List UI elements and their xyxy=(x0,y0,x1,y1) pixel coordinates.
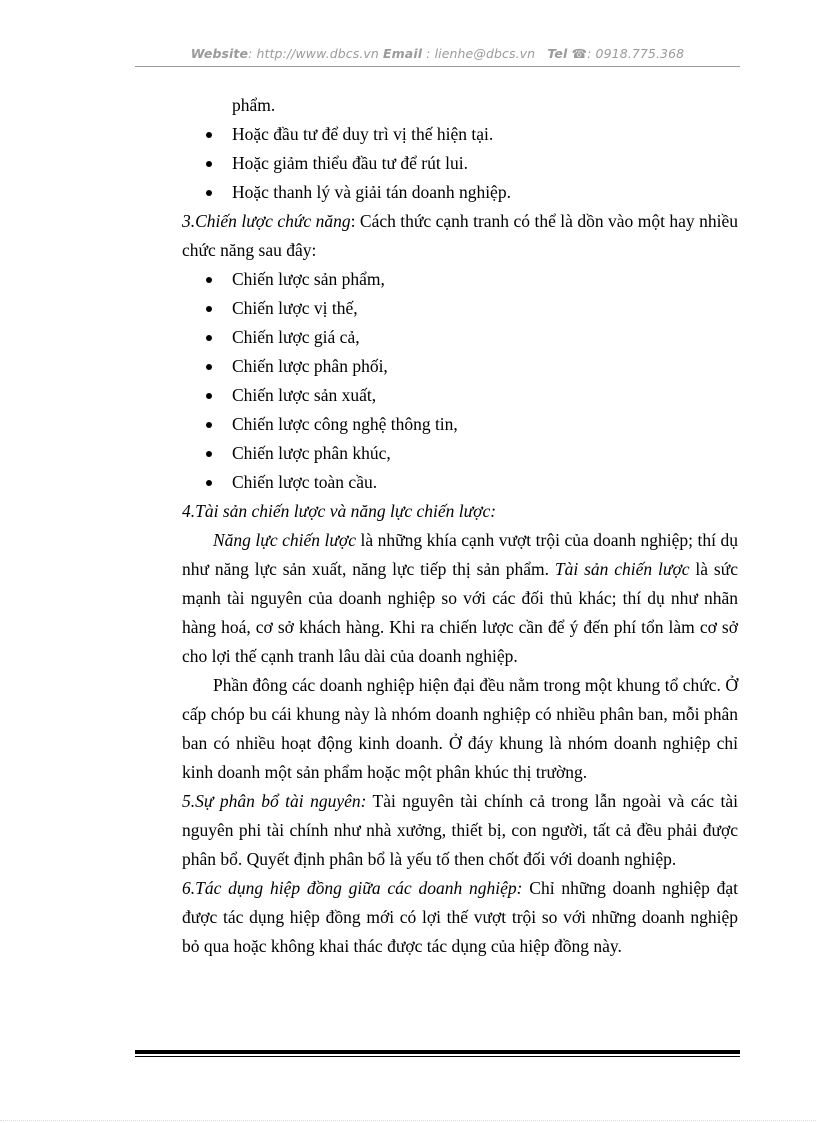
document-body xyxy=(182,91,738,961)
organization-paragraph: Phần đông các doanh nghiệp hiện đại đều nằm trong một khung tổ chức. Ở cấp chóp bu cái khung này là nhóm doanh nghiệp có nhiều phân ban, mỗi phân ban có nhiều hoạt động kinh doanh. Ở đáy khung là nhóm doanh nghiệp chỉ kinh doanh một sản phẩm hoặc một phân khúc thị trường. xyxy=(182,675,738,782)
functional-strategy-list xyxy=(182,265,738,497)
page-header xyxy=(135,46,740,61)
bullet-icon xyxy=(206,190,212,196)
bullet-icon xyxy=(206,364,212,370)
list-item: Chiến lược giá cả, xyxy=(182,323,738,352)
bullet-icon xyxy=(206,393,212,399)
section-3-heading: 3.Chiến lược chức năng xyxy=(182,211,351,231)
tel-value: : 0918.775.368 xyxy=(587,46,685,61)
list-item: Chiến lược sản xuất, xyxy=(182,381,738,410)
page-edge-divider xyxy=(0,1120,816,1121)
continuation-text: phẩm. xyxy=(232,95,276,115)
list-item: Hoặc giảm thiểu đầu tư để rút lui. xyxy=(182,149,738,178)
section-3-paragraph: 3.Chiến lược chức năng: Cách thức cạnh tranh có thể là dồn vào một hay nhiều chức năng sau đây: xyxy=(182,211,738,260)
list-item: Hoặc thanh lý và giải tán doanh nghiệp. xyxy=(182,178,738,207)
list-item: Chiến lược phân khúc, xyxy=(182,439,738,468)
footer-divider-thin xyxy=(135,1056,740,1057)
bullet-icon xyxy=(206,132,212,138)
list-item: Chiến lược phân phối, xyxy=(182,352,738,381)
section-6-paragraph: 6.Tác dụng hiệp đồng giữa các doanh nghiệp: Chỉ những doanh nghiệp đạt được tác dụng hiệp đồng mới có lợi thế vượt trội so với những doanh nghiệp bỏ qua hoặc không khai thác được tác dụng của hiệp đồng này. xyxy=(182,878,739,956)
section-6-heading: 6.Tác dụng hiệp đồng giữa các doanh nghiệp: xyxy=(182,878,523,898)
list-item: Chiến lược toàn cầu. xyxy=(182,468,738,497)
bullet-icon xyxy=(206,335,212,341)
phone-icon: ☎ xyxy=(571,46,588,61)
strategy-options-list xyxy=(182,120,738,207)
list-item: Chiến lược sản phẩm, xyxy=(182,265,738,294)
list-item: Chiến lược công nghệ thông tin, xyxy=(182,410,738,439)
bullet-icon xyxy=(206,480,212,486)
bullet-icon xyxy=(206,277,212,283)
strategic-capability-paragraph: Năng lực chiến lược là những khía cạnh vượt trội của doanh nghiệp; thí dụ như năng lực sản xuất, năng lực tiếp thị sản phẩm. Tài sản chiến lược là sức mạnh tài nguyên của doanh nghiệp so với các đối thủ khác; thí dụ như nhãn hàng hoá, cơ sở khách hàng. Khi ra chiến lược cần để ý đến phí tổn làm cơ sở cho lợi thế cạnh tranh lâu dài của doanh nghiệp. xyxy=(182,530,738,666)
term-strategic-capability: Năng lực chiến lược xyxy=(213,530,357,550)
footer-divider-thick xyxy=(135,1050,740,1054)
section-4-heading: 4.Tài sản chiến lược và năng lực chiến lược: xyxy=(182,501,497,521)
term-strategic-assets: Tài sản chiến lược xyxy=(554,559,690,579)
website-label: Website xyxy=(190,46,249,61)
email-label: Email xyxy=(383,46,423,61)
bullet-icon xyxy=(206,161,212,167)
bullet-icon xyxy=(206,451,212,457)
tel-label: Tel xyxy=(547,46,568,61)
website-value: : http://www.dbcs.vn xyxy=(248,46,379,61)
section-5-paragraph: 5.Sự phân bổ tài nguyên: Tài nguyên tài chính cả trong lẫn ngoài và các tài nguyên phi tài chính như nhà xưởng, thiết bị, con người, tất cả đều phải được phân bổ. Quyết định phân bổ là yếu tố then chốt đối với doanh nghiệp. xyxy=(182,791,738,869)
header-divider xyxy=(135,66,740,67)
list-item: Chiến lược vị thế, xyxy=(182,294,738,323)
bullet-icon xyxy=(206,306,212,312)
email-value: : lienhe@dbcs.vn xyxy=(422,46,536,61)
bullet-icon xyxy=(206,422,212,428)
list-item: Hoặc đầu tư để duy trì vị thế hiện tại. xyxy=(182,120,738,149)
section-5-heading: 5.Sự phân bổ tài nguyên: xyxy=(182,791,367,811)
